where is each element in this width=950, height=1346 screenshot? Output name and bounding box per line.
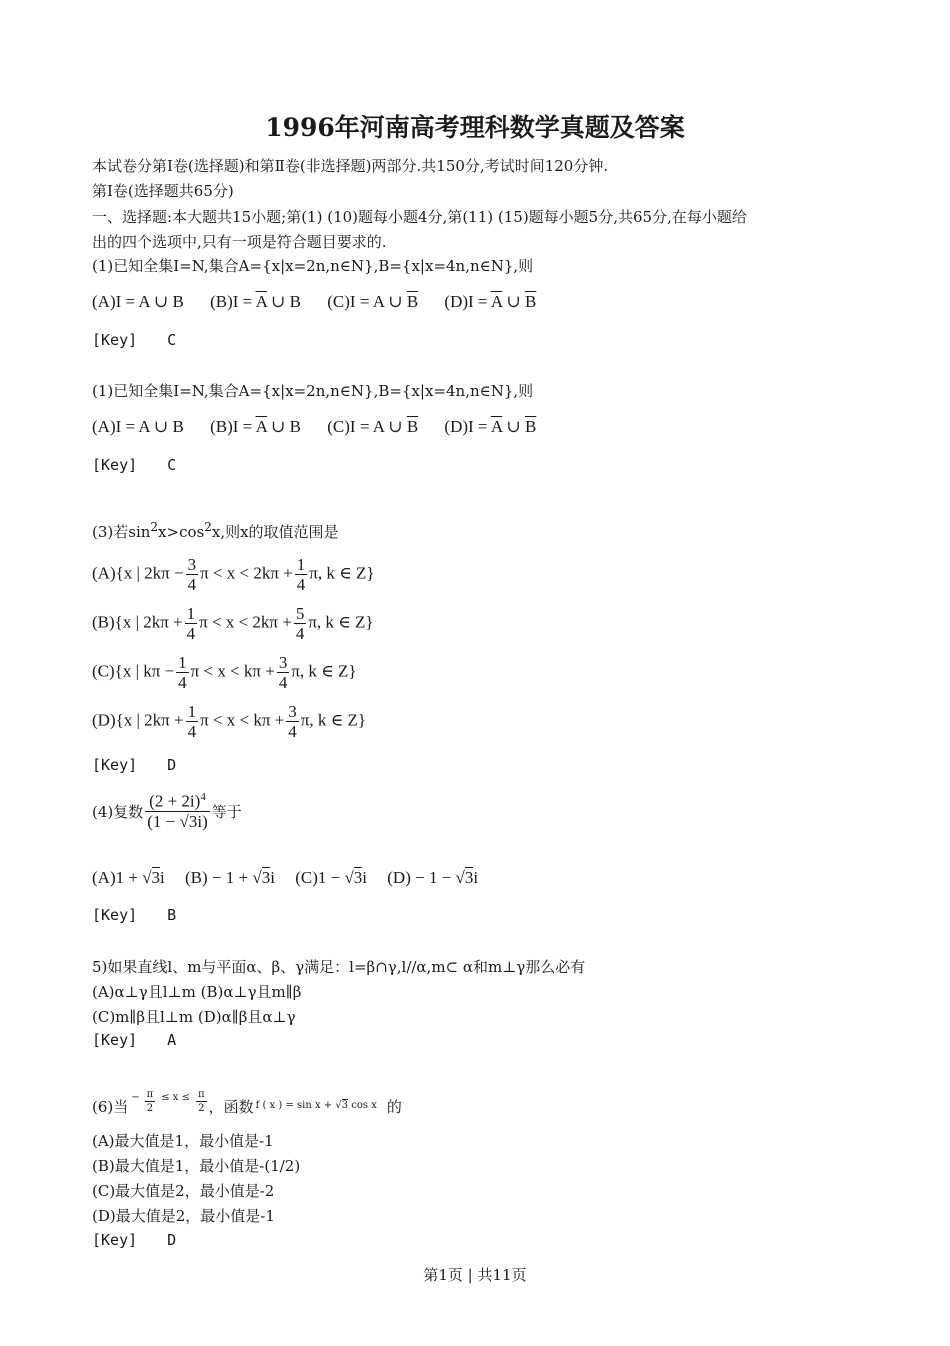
q2-option-c: (C)I = A ∪ $\overline{B}$ (327, 417, 419, 436)
intro-line-1: 本试卷分第Ⅰ卷(选择题)和第Ⅱ卷(非选择题)两部分.共150分,考试时间120分钟. (92, 157, 609, 175)
q4-options (92, 868, 478, 888)
q2-option-a: (A)I = A ∪ B (92, 417, 184, 436)
q1-options (92, 292, 536, 312)
q4-option-b: (B) − 1 + √3i (185, 868, 275, 887)
q1-stem: (1)已知全集I=N,集合A={x|x=2n,n∈N},B={x|x=4n,n∈N},则 (92, 257, 534, 275)
q6-option-c: (C)最大值是2，最小值是-2 (92, 1182, 275, 1200)
q1-option-c: (C)I = A ∪ $\overline{B}$ (327, 292, 419, 311)
q6-option-b: (B)最大值是1，最小值是-(1/2) (92, 1157, 301, 1175)
q6-key: [Key] D (92, 1231, 177, 1249)
q5-options-cd: (C)m∥β且l⊥m (D)α∥β且α⊥γ (92, 1008, 296, 1026)
q2-options (92, 417, 536, 437)
q4-option-c: (C)1 − √3i (295, 868, 368, 887)
q5-key-value: A (167, 1031, 177, 1049)
q3-key-value: D (167, 756, 177, 774)
q1-key-value: C (167, 331, 177, 349)
q4-stem: (4)复数 $\frac{(2 + 2i)^4}{(1 - √3i)}$ 等于 (92, 788, 242, 831)
page-footer: 第1页 | 共11页 (423, 1266, 527, 1284)
q6-key-value: D (167, 1231, 177, 1249)
q3-option-c: (C){x | kπ − $\frac{1}{4}$ π < x < kπ + $\frac{3}{4}$ π, k ∈ Z} (92, 653, 357, 692)
q5-key: [Key] A (92, 1031, 177, 1049)
intro-line-2: 第Ⅰ卷(选择题共65分) (92, 182, 234, 200)
q5-stem: 5)如果直线l、m与平面α、β、γ满足：l=β∩γ,l//α,m⊂ α和m⊥γ那么必有 (92, 958, 586, 976)
q4-option-d: (D) − 1 − √3i (387, 868, 479, 887)
q6-option-d: (D)最大值是2，最小值是-1 (92, 1207, 275, 1225)
q3-option-b: (B){x | 2kπ + $\frac{1}{4}$ π < x < 2kπ + $\frac{5}{4}$ π, k ∈ Z} (92, 604, 374, 643)
page-title: 1996年河南高考理科数学真题及答案 (265, 113, 685, 142)
intro-line-4: 出的四个选项中,只有一项是符合题目要求的. (92, 233, 387, 251)
q2-key: [Key] C (92, 456, 177, 474)
q4-option-a: (A)1 + √3i (92, 868, 165, 887)
q6-stem: (6)当− $\frac{\pi}{2}$ ≤ x ≤ $\frac{\pi}{2}$ ，函数 $_{f ( x ) = sin x + √3 cos x}$ 的 (92, 1089, 402, 1116)
q6-option-a: (A)最大值是1，最小值是-1 (92, 1132, 274, 1150)
q1-option-a: (A)I = A ∪ B (92, 292, 184, 311)
q3-key: [Key] D (92, 756, 177, 774)
q3-option-d: (D){x | 2kπ + $\frac{1}{4}$ π < x < kπ + $\frac{3}{4}$ π, k ∈ Z} (92, 702, 366, 741)
q2-stem: (1)已知全集I=N,集合A={x|x=2n,n∈N},B={x|x=4n,n∈N},则 (92, 382, 534, 400)
q1-option-d: $(D)I = \overline{A}$ ∪ $\overline{B}$ (444, 292, 537, 311)
q5-options-ab: (A)α⊥γ且l⊥m (B)α⊥γ且m∥β (92, 983, 302, 1001)
q4-key-value: B (167, 906, 177, 924)
q3-option-a: (A){x | 2kπ − $\frac{3}{4}$ π < x < 2kπ + $\frac{1}{4}$ π, k ∈ Z} (92, 555, 375, 594)
q1-key: [Key] C (92, 331, 177, 349)
q4-key: [Key] B (92, 906, 177, 924)
q2-key-value: C (167, 456, 177, 474)
q2-option-d: $(D)I = \overline{A}$ ∪ $\overline{B}$ (444, 417, 537, 436)
q3-stem: (3)若$\sin^2x>\cos^2x$,则x的取值范围是 (92, 520, 339, 541)
q1-option-b: $(B)I = \overline{A}$ ∪ B (210, 292, 302, 311)
q2-option-b: $(B)I = \overline{A}$ ∪ B (210, 417, 302, 436)
intro-line-3: 一、选择题:本大题共15小题;第(1) (10)题每小题4分,第(11) (15)题每小题5分,共65分,在每小题给 (92, 208, 747, 226)
